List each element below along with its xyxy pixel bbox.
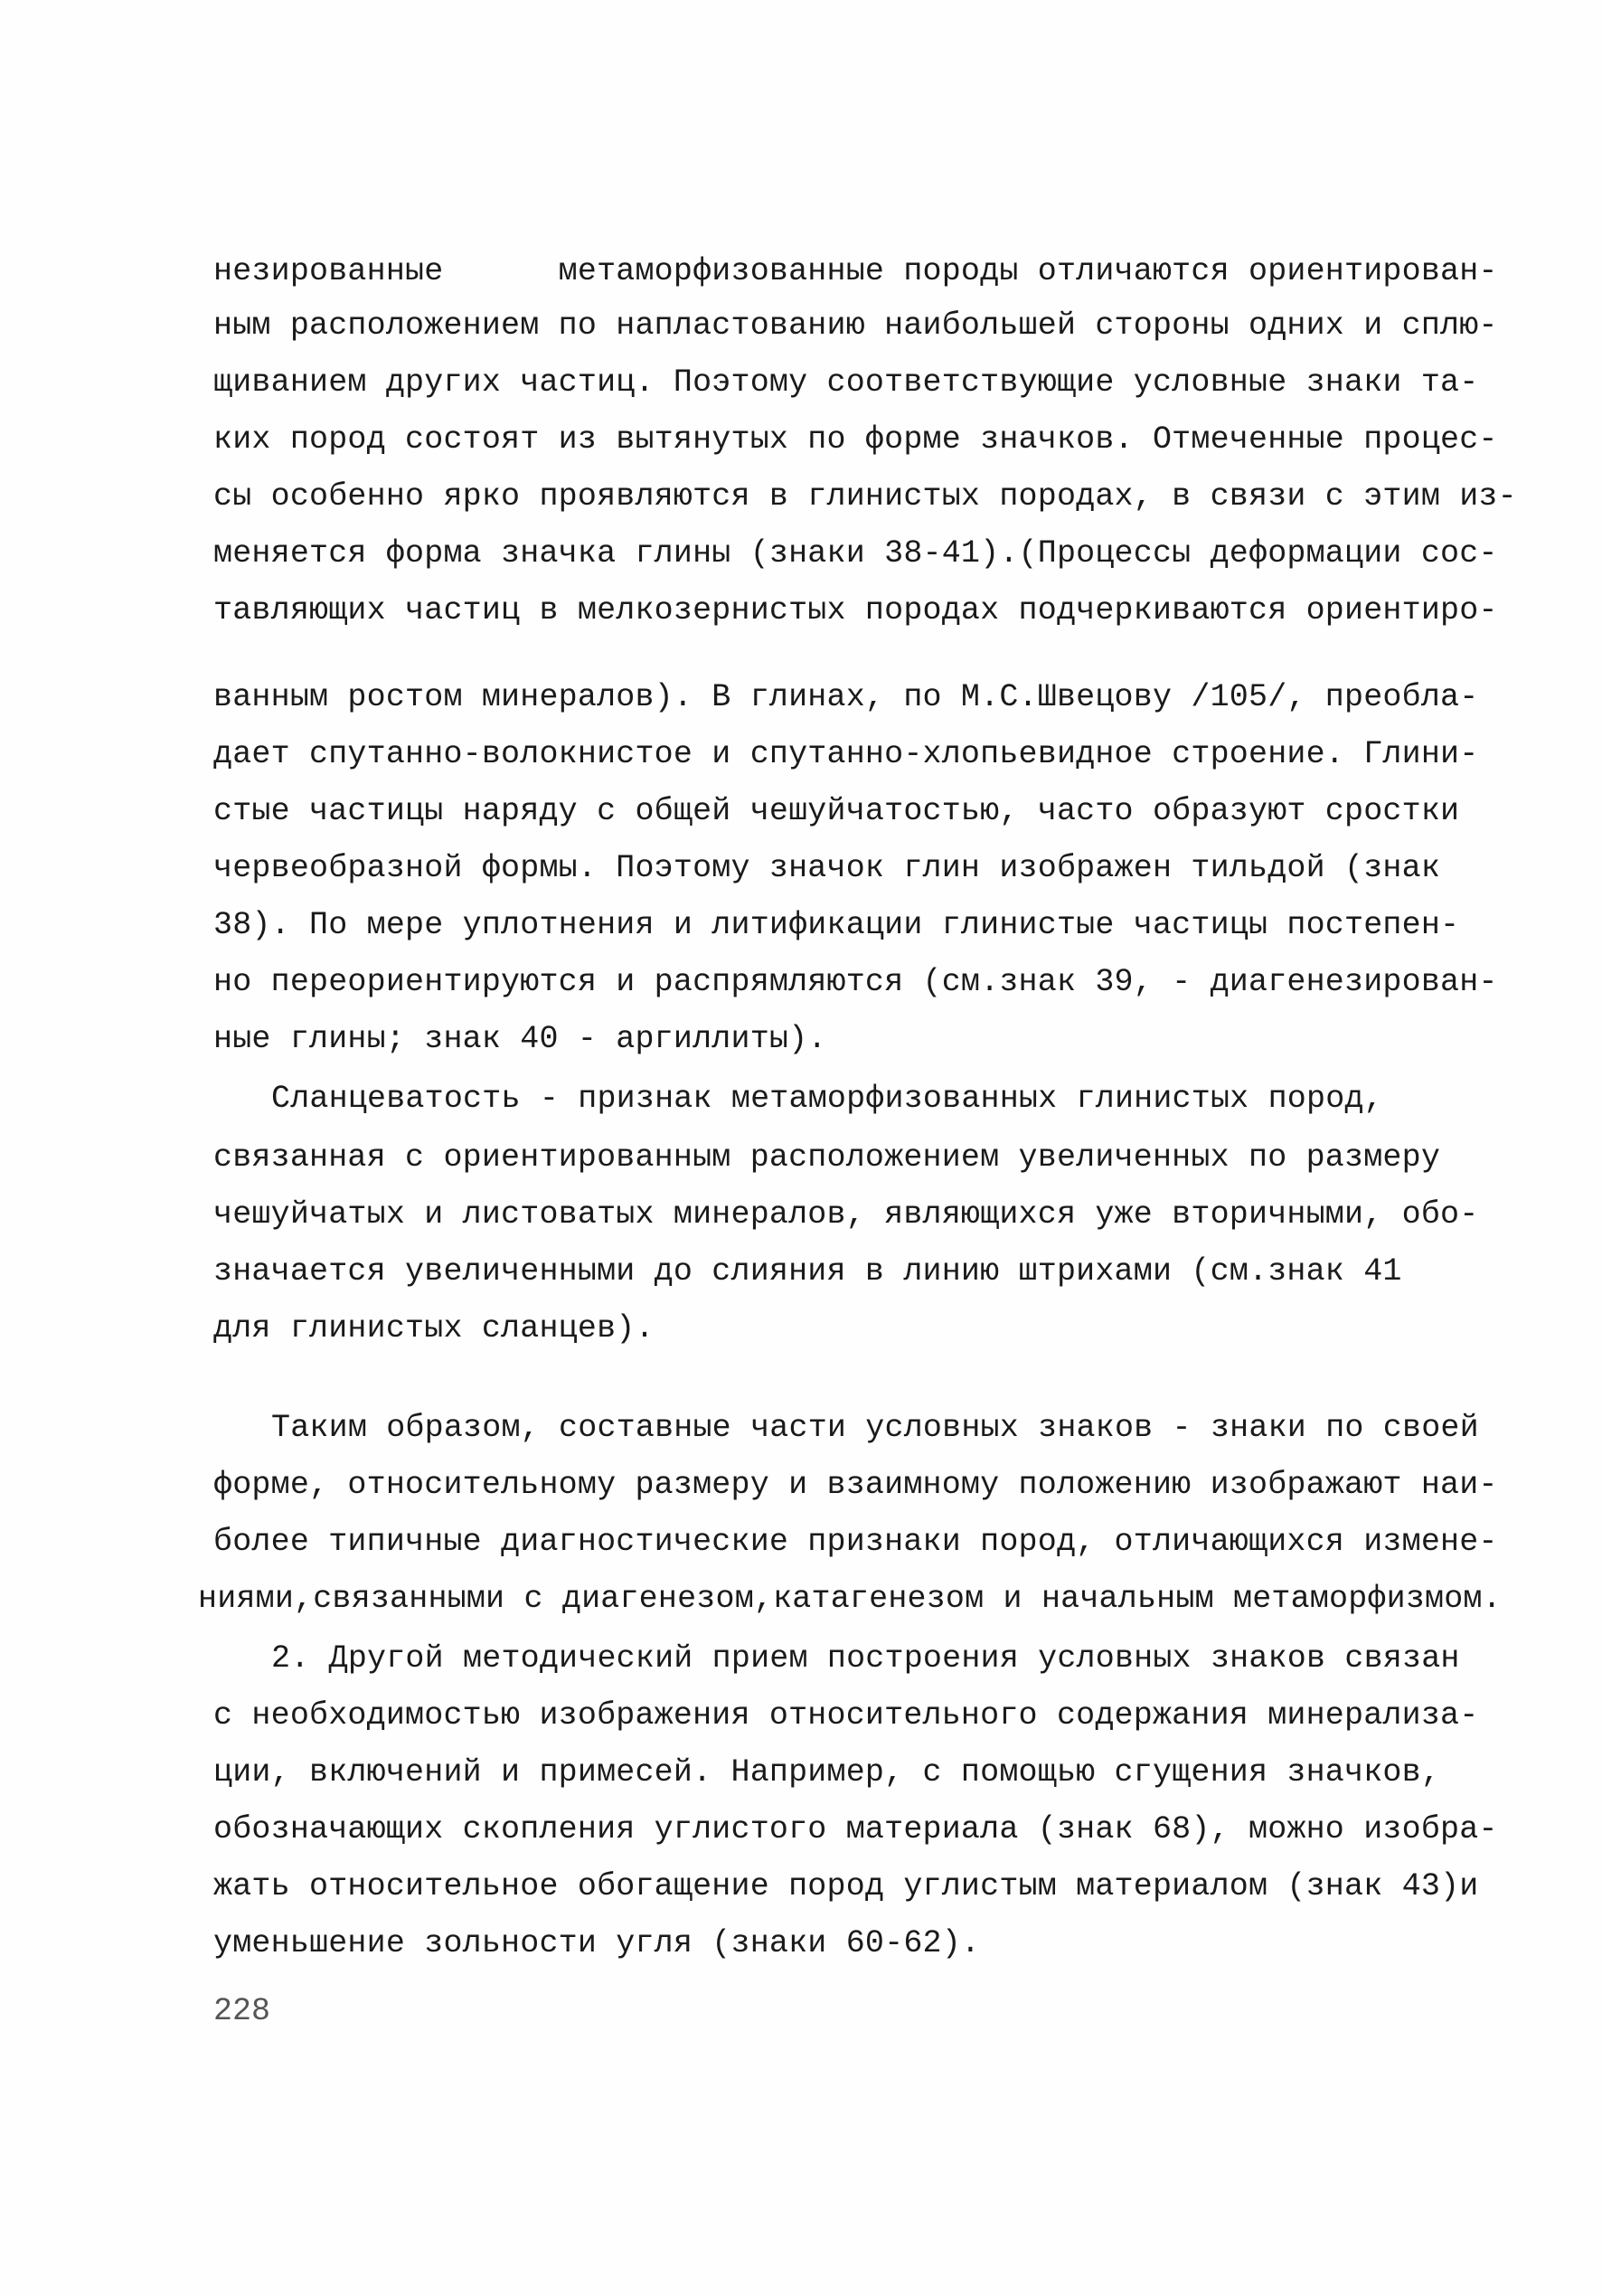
text-line: ные глины; знак 40 - аргиллиты).: [213, 1021, 827, 1057]
text-line: чешуйчатых и листоватых минералов, являющихся уже вторичными, обо-: [213, 1196, 1479, 1233]
text-line: ких пород состоят из вытянутых по форме значков. Отмеченные процес-: [213, 421, 1498, 458]
text-line: тавляющих частиц в мелкозернистых породах подчеркиваются ориентиро-: [213, 592, 1498, 628]
text-line: меняется форма значка глины (знаки 38-41).(Процессы деформации сос-: [213, 535, 1498, 572]
text-line: 38). По мере уплотнения и литификации глинистые частицы постепен-: [213, 907, 1460, 943]
text-line: связанная с ориентированным расположением увеличенных по размеру: [213, 1139, 1441, 1176]
text-line: значается увеличенными до слияния в линию штрихами (см.знак 41: [213, 1253, 1402, 1290]
text-line: стые частицы наряду с общей чешуйчатостью, часто образуют сростки: [213, 793, 1460, 829]
text-line: для глинистых сланцев).: [213, 1310, 655, 1346]
text-line: но переориентируются и распрямляются (см.знак 39, - диагенезирован-: [213, 964, 1498, 1000]
text-line: сы особенно ярко проявляются в глинистых породах, в связи с этим из-: [213, 478, 1517, 515]
text-line: уменьшение зольности угля (знаки 60-62).: [213, 1925, 981, 1961]
text-line: жать относительное обогащение пород углистым материалом (знак 43)и: [213, 1868, 1479, 1904]
text-line: незированные метаморфизованные породы отличаются ориентирован-: [213, 253, 1498, 289]
text-line: обозначающих скопления углистого материала (знак 68), можно изобра-: [213, 1811, 1498, 1847]
text-line: Таким образом, составные части условных знаков - знаки по своей: [271, 1410, 1479, 1446]
text-line: червеобразной формы. Поэтому значок глин изображен тильдой (знак: [213, 850, 1441, 886]
text-line: более типичные диагностические признаки пород, отличающихся измене-: [213, 1524, 1498, 1560]
text-line: 2. Другой методический прием построения условных знаков связан: [271, 1640, 1460, 1677]
text-line: щиванием других частиц. Поэтому соответствующие условные знаки та-: [213, 364, 1479, 401]
page-number: 228: [213, 1993, 271, 2029]
text-line: дает спутанно-волокнистое и спутанно-хлопьевидное строение. Глини-: [213, 736, 1479, 772]
text-line: ванным ростом минералов). В глинах, по М.С.Швецову /105/, преобла-: [213, 679, 1479, 715]
text-line: ниями,связанными с диагенезом,катагенезом и начальным метаморфизмом.: [198, 1581, 1502, 1617]
text-line: с необходимостью изображения относительного содержания минерализа-: [213, 1697, 1479, 1734]
text-line: ным расположением по напластованию наибольшей стороны одних и сплю-: [213, 307, 1498, 344]
text-line: Сланцеватость - признак метаморфизованных глинистых пород,: [271, 1081, 1383, 1117]
text-line: ции, включений и примесей. Например, с помощью сгущения значков,: [213, 1754, 1441, 1791]
text-line: форме, относительному размеру и взаимному положению изображают наи-: [213, 1467, 1498, 1503]
